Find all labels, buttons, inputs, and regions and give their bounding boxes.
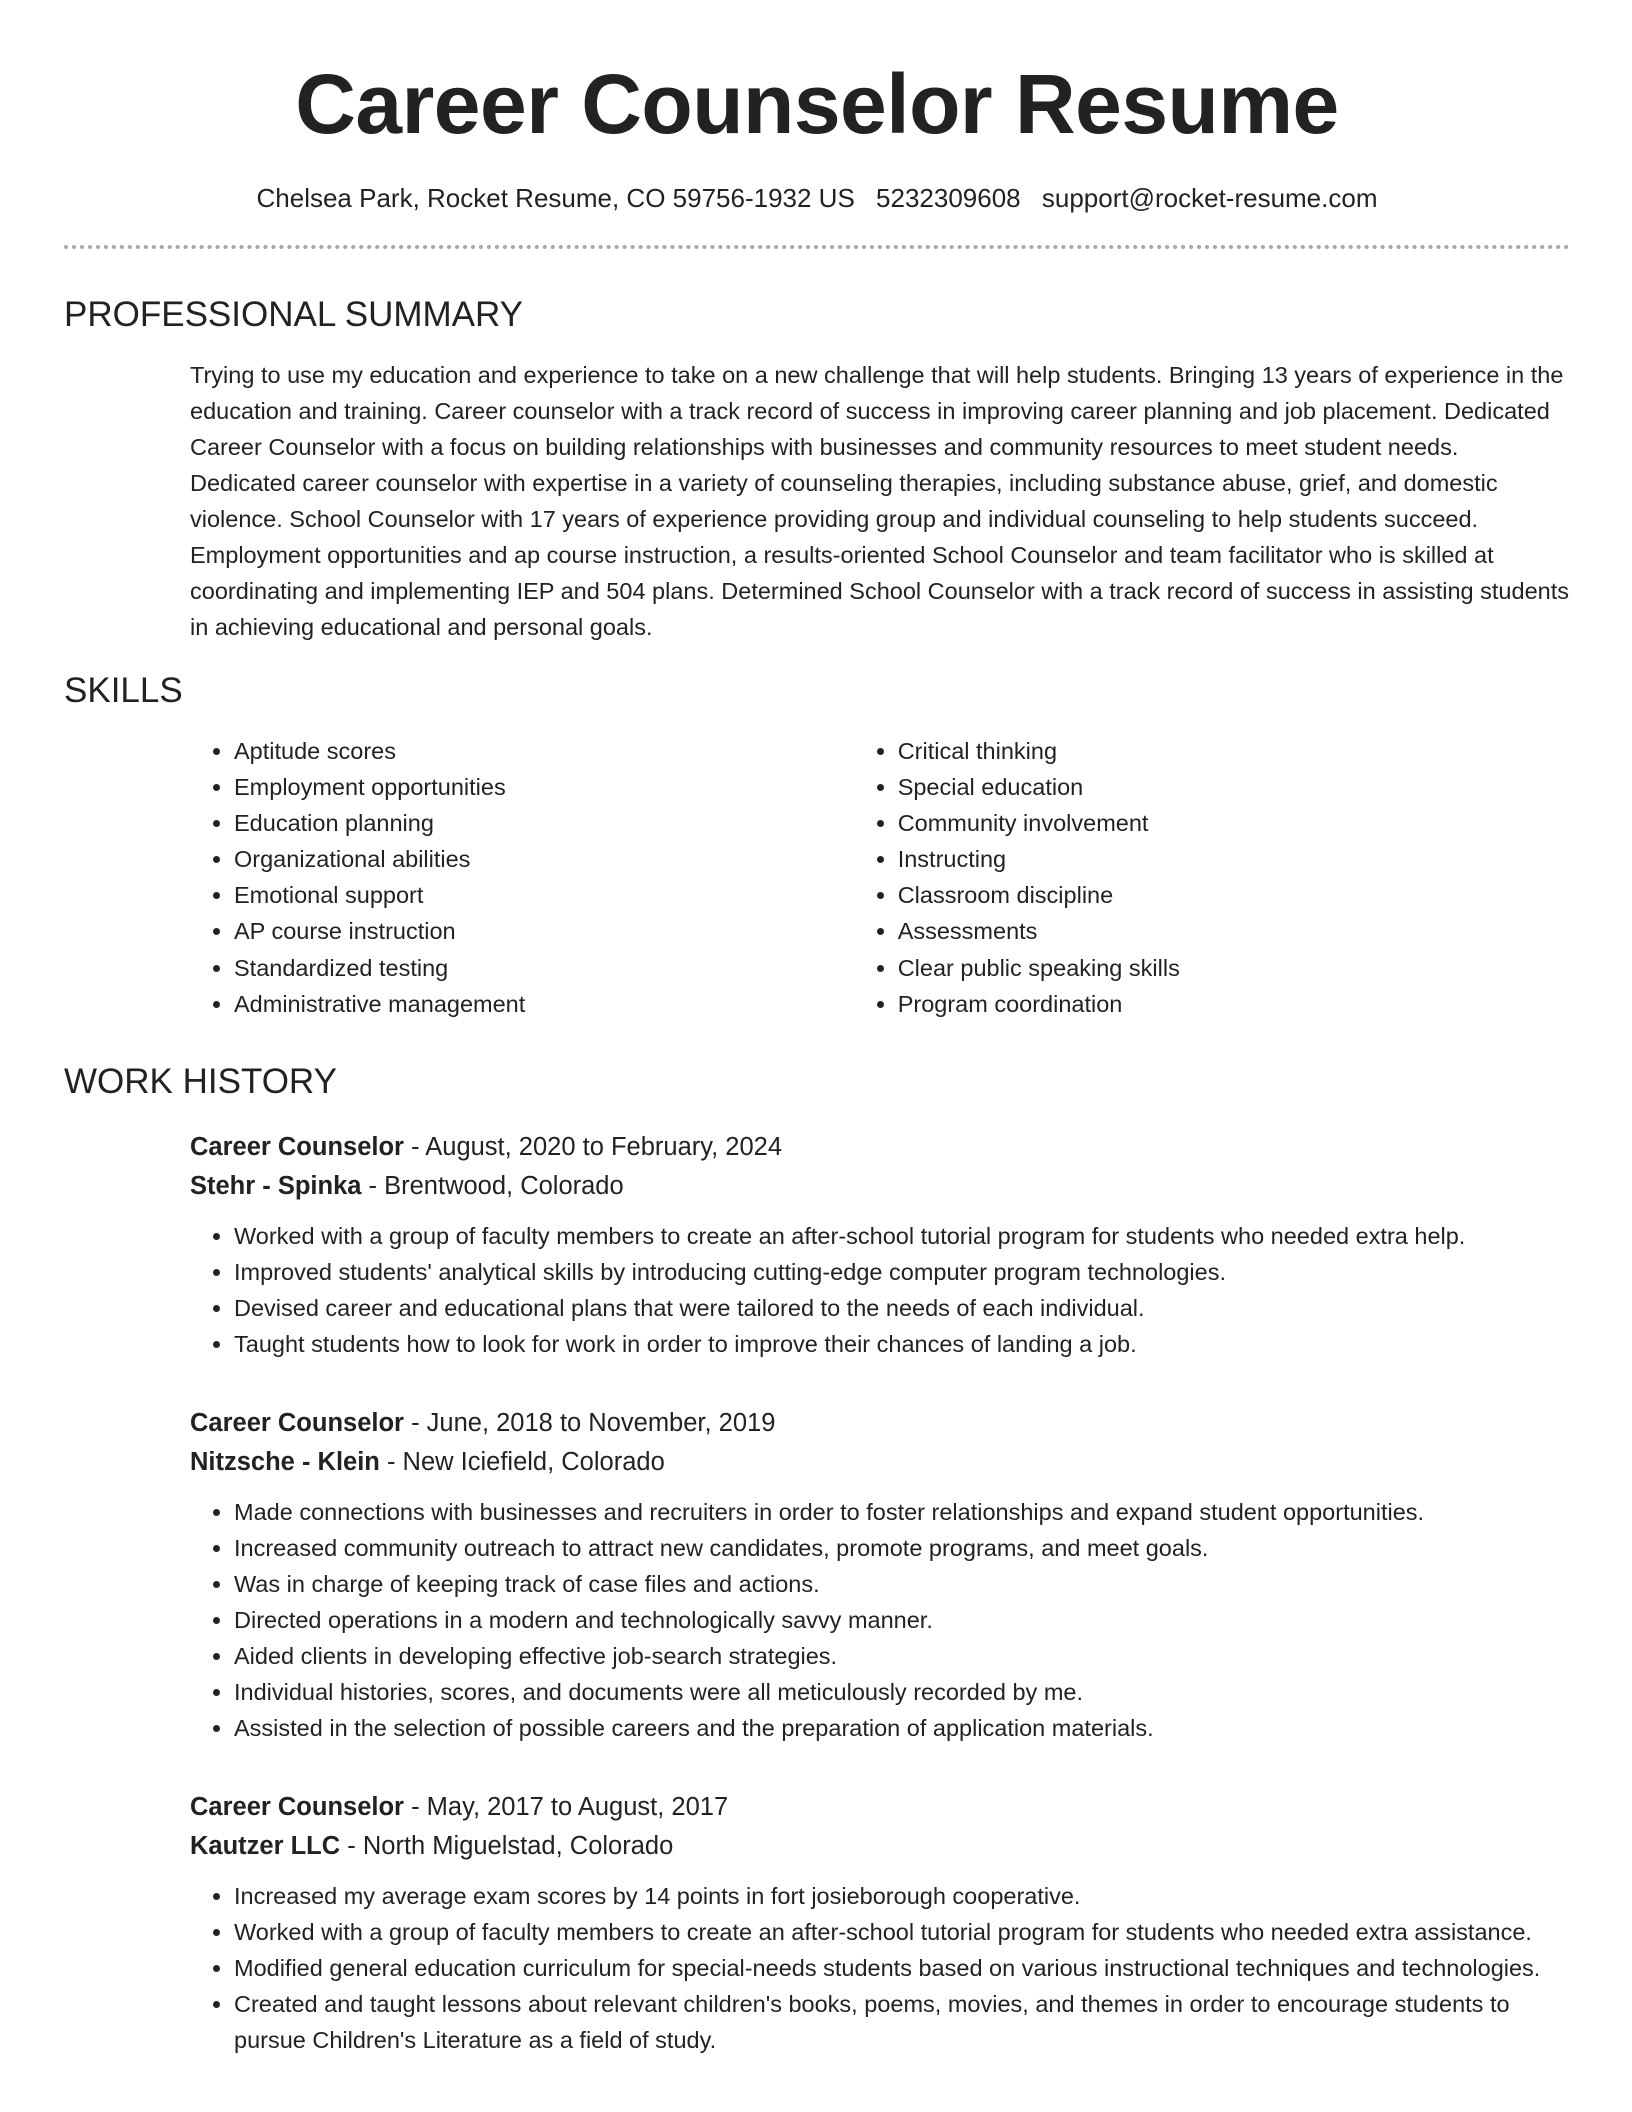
job-location: - Brentwood, Colorado — [361, 1171, 624, 1200]
skill-item: • Aptitude scores — [234, 733, 854, 769]
job-duty-item: • Modified general education curriculum for special-needs students based on various instructional techniques and technologies. — [234, 1950, 1570, 1986]
job-dates: - May, 2017 to August, 2017 — [404, 1792, 729, 1821]
resume-page — [64, 0, 1570, 2058]
contact-line — [64, 182, 1570, 214]
job-company: Stehr - Spinka — [190, 1171, 362, 1200]
job-duties — [190, 1494, 1570, 1746]
skill-item: • Education planning — [234, 805, 854, 841]
contact-phone: 5232309608 — [876, 183, 1021, 213]
job-title-line — [190, 1404, 1570, 1443]
job-dates: - June, 2018 to November, 2019 — [404, 1408, 776, 1437]
summary-heading: PROFESSIONAL SUMMARY — [64, 295, 523, 334]
job-duties — [190, 1878, 1570, 2058]
job-duty-item: • Worked with a group of faculty members to create an after-school tutorial program for students who needed extra assistance. — [234, 1914, 1570, 1950]
job-entry — [190, 1128, 1570, 1362]
work-history-heading: WORK HISTORY — [64, 1061, 337, 1101]
skill-item: • Organizational abilities — [234, 841, 854, 877]
skills-heading: SKILLS — [64, 671, 183, 710]
job-location: - North Miguelstad, Colorado — [340, 1831, 674, 1860]
job-title-line — [190, 1128, 1570, 1167]
skills-grid — [190, 733, 1570, 1022]
job-duty-item: • Taught students how to look for work in order to improve their chances of landing a job. — [234, 1326, 1570, 1362]
job-title: Career Counselor — [190, 1408, 404, 1437]
skill-item: • Community involvement — [898, 805, 1570, 841]
skills-column-right — [854, 733, 1570, 1022]
summary-paragraph: Trying to use my education and experience to take on a new challenge that will help students. Bringing 13 years of experience in the education and training. Career counselor with a track record of success in improving career planning and job placement. Dedicated Career Counselor with a focus on building relationships with businesses and community resources to meet student needs. Dedicated career counselor with expertise in a variety of counseling therapies, including substance abuse, grief, and domestic violence. School Counselor with 17 years of experience providing group and individual counseling to help students succeed. Employment opportunities and ap course instruction, a results-oriented School Counselor and team facilitator who is skilled at coordinating and implementing IEP and 504 plans. Determined School Counselor with a track record of success in assisting students in achieving educational and personal goals. — [190, 362, 1569, 640]
contact-email: support@rocket-resume.com — [1041, 183, 1378, 213]
job-title: Career Counselor — [190, 1792, 404, 1821]
job-company-line — [190, 1443, 1570, 1482]
job-duty-item: • Devised career and educational plans that were tailored to the needs of each individual. — [234, 1290, 1570, 1326]
skills-column-left — [190, 733, 854, 1022]
skill-item: • Employment opportunities — [234, 769, 854, 805]
job-duties — [190, 1218, 1570, 1362]
job-entry — [190, 1788, 1570, 2058]
job-duty-item: • Assisted in the selection of possible careers and the preparation of application materials. — [234, 1710, 1570, 1746]
contact-address: Chelsea Park, Rocket Resume, CO 59756-1932 US — [256, 183, 855, 213]
skill-item: • Emotional support — [234, 877, 854, 913]
job-duty-item: • Increased community outreach to attract new candidates, promote programs, and meet goals. — [234, 1530, 1570, 1566]
job-company-line — [190, 1827, 1570, 1866]
job-duty-item: • Increased my average exam scores by 14 points in fort josieborough cooperative. — [234, 1878, 1570, 1914]
job-duty-item: • Individual histories, scores, and documents were all meticulously recorded by me. — [234, 1674, 1570, 1710]
skill-item: • AP course instruction — [234, 913, 854, 949]
skill-item: • Clear public speaking skills — [898, 950, 1570, 986]
skill-item: • Administrative management — [234, 986, 854, 1022]
job-entry — [190, 1404, 1570, 1746]
job-duty-item: • Worked with a group of faculty members to create an after-school tutorial program for students who needed extra help. — [234, 1218, 1570, 1254]
job-duty-item: • Was in charge of keeping track of case files and actions. — [234, 1566, 1570, 1602]
skill-item: • Assessments — [898, 913, 1570, 949]
skill-item: • Standardized testing — [234, 950, 854, 986]
skill-item: • Critical thinking — [898, 733, 1570, 769]
job-company: Nitzsche - Klein — [190, 1447, 380, 1476]
job-title: Career Counselor — [190, 1132, 404, 1161]
skill-item: • Instructing — [898, 841, 1570, 877]
job-dates: - August, 2020 to February, 2024 — [404, 1132, 783, 1161]
job-company: Kautzer LLC — [190, 1831, 341, 1860]
job-duty-item: • Aided clients in developing effective job-search strategies. — [234, 1638, 1570, 1674]
job-duty-item: • Created and taught lessons about relevant children's books, poems, movies, and themes in order to encourage students to pursue Children's Literature as a field of study. — [234, 1986, 1570, 2058]
job-duty-item: • Made connections with businesses and recruiters in order to foster relationships and expand student opportunities. — [234, 1494, 1570, 1530]
job-duty-item: • Improved students' analytical skills by introducing cutting-edge computer program technologies. — [234, 1254, 1570, 1290]
job-company-line — [190, 1167, 1570, 1206]
job-location: - New Iciefield, Colorado — [379, 1447, 665, 1476]
header-divider — [64, 245, 1570, 249]
job-title-line — [190, 1788, 1570, 1827]
page-title: Career Counselor Resume — [295, 57, 1339, 151]
job-duty-item: • Directed operations in a modern and technologically savvy manner. — [234, 1602, 1570, 1638]
skill-item: • Program coordination — [898, 986, 1570, 1022]
skill-item: • Special education — [898, 769, 1570, 805]
skill-item: • Classroom discipline — [898, 877, 1570, 913]
